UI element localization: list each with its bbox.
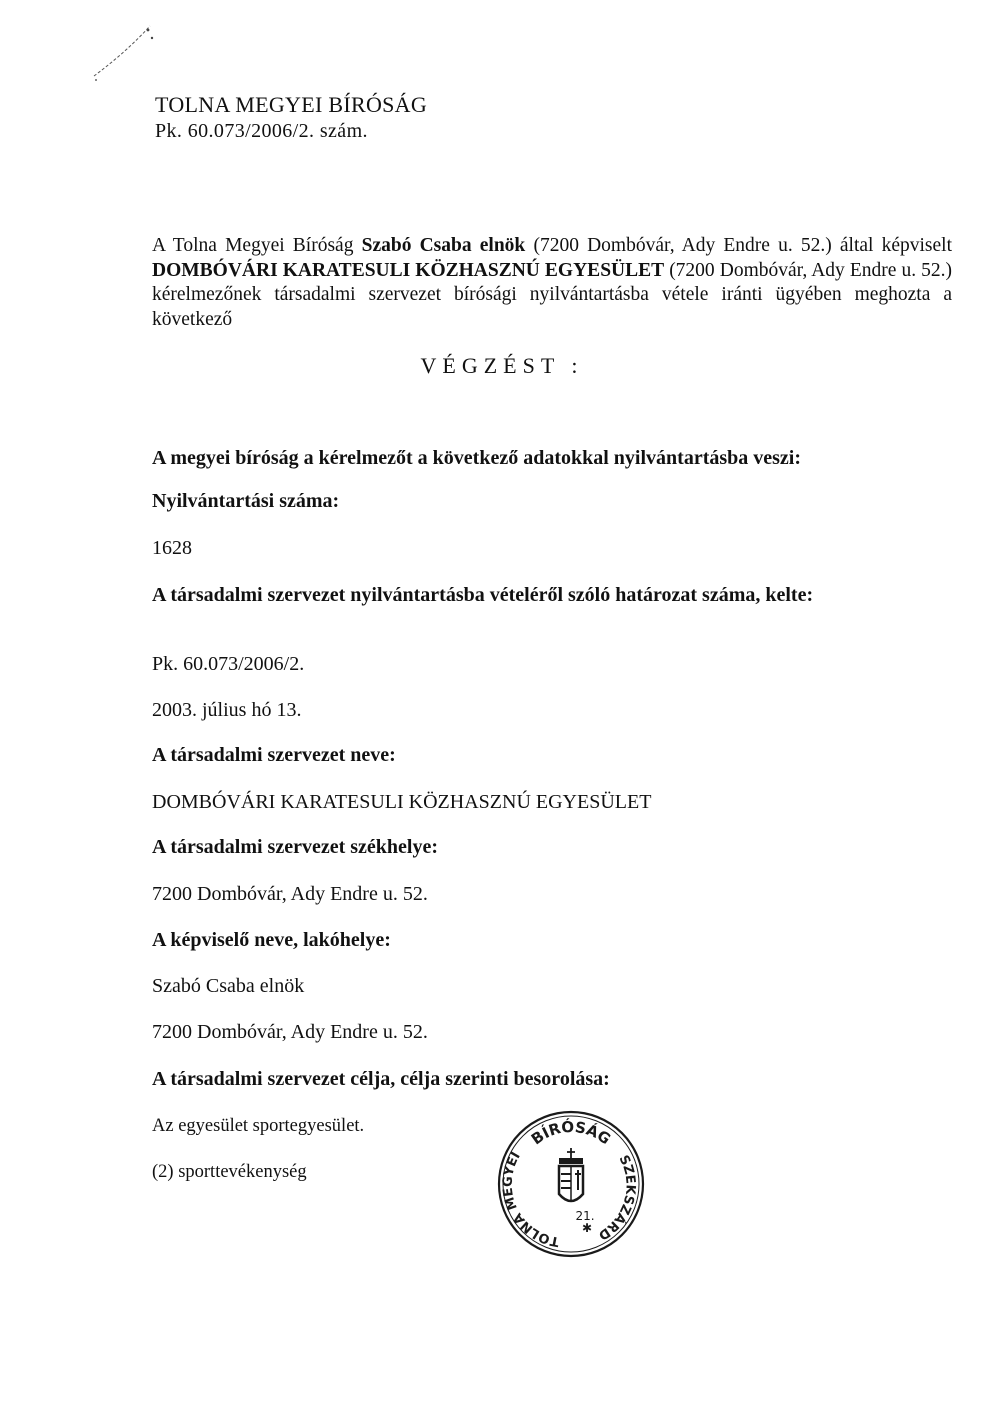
- intro-text-1: A Tolna Megyei Bíróság: [152, 235, 362, 256]
- svg-text:TOLNA MEGYEI: [501, 1149, 561, 1248]
- purpose-value: Az egyesület sportegyesület.: [152, 1116, 365, 1136]
- representative-address: 7200 Dombóvár, Ady Endre u. 52.: [152, 1021, 428, 1043]
- organization-seat-label: A társadalmi szervezet székhelye:: [152, 836, 439, 858]
- seal-top-text: BÍRÓSÁG: [527, 1117, 615, 1149]
- seal-star-icon: ✱: [581, 1221, 593, 1235]
- organization-name-label: A társadalmi szervezet neve:: [152, 744, 396, 766]
- intro-text-2: (7200 Dombóvár, Ady Endre u. 52.) által képviselt: [525, 235, 953, 256]
- seal-number: 21.: [575, 1209, 595, 1223]
- purpose-label: A társadalmi szervezet célja, célja szerinti besorolása:: [152, 1068, 610, 1090]
- resolution-number: Pk. 60.073/2006/2.: [152, 653, 305, 675]
- organization-seat-value: 7200 Dombóvár, Ady Endre u. 52.: [152, 883, 428, 905]
- intro-paragraph: [152, 234, 952, 332]
- registration-number-value: 1628: [152, 537, 192, 559]
- registration-number-label: Nyilvántartási száma:: [152, 490, 340, 512]
- seal-right-text: SZEKSZÁRD: [595, 1152, 638, 1243]
- intro-representative: Szabó Csaba elnök: [361, 235, 526, 256]
- intro-organization: DOMBÓVÁRI KARATESULI KÖZHASZNÚ EGYESÜLET: [152, 259, 665, 281]
- resolution-date: 2003. július hó 13.: [152, 699, 302, 721]
- representative-label: A képviselő neve, lakóhelye:: [152, 929, 391, 951]
- court-seal: [495, 1108, 647, 1260]
- resolution-label: A társadalmi szervezet nyilvántartásba vételéről szóló határozat száma, kelte:: [152, 584, 814, 606]
- svg-text:BÍRÓSÁG: [528, 1117, 614, 1149]
- document-header: [155, 92, 427, 144]
- court-name: TOLNA MEGYEI BÍRÓSÁG: [155, 92, 428, 117]
- scan-mark-icon: [88, 18, 158, 82]
- registration-statement: A megyei bíróság a kérelmezőt a következő adatokkal nyilvántartásba veszi:: [152, 447, 802, 469]
- representative-name: Szabó Csaba elnök: [152, 975, 305, 997]
- svg-text:SZEKSZÁRD: [595, 1153, 637, 1243]
- intro-text-3: (7200 Dombóvár, Ady Endre u. 52.) kérelmezőnek társadalmi szervezet bírósági nyilvántartásba vétele iránti ügyében meghozta a következő: [152, 259, 952, 330]
- decision-title: VÉGZÉST :: [420, 353, 584, 378]
- organization-name-value: DOMBÓVÁRI KARATESULI KÖZHASZNÚ EGYESÜLET: [152, 791, 652, 813]
- purpose-classification: (2) sporttevékenység: [152, 1162, 307, 1182]
- seal-left-text: TOLNA MEGYEI: [500, 1149, 561, 1249]
- case-number: Pk. 60.073/2006/2. szám.: [155, 120, 368, 142]
- coat-of-arms-icon: [559, 1148, 583, 1201]
